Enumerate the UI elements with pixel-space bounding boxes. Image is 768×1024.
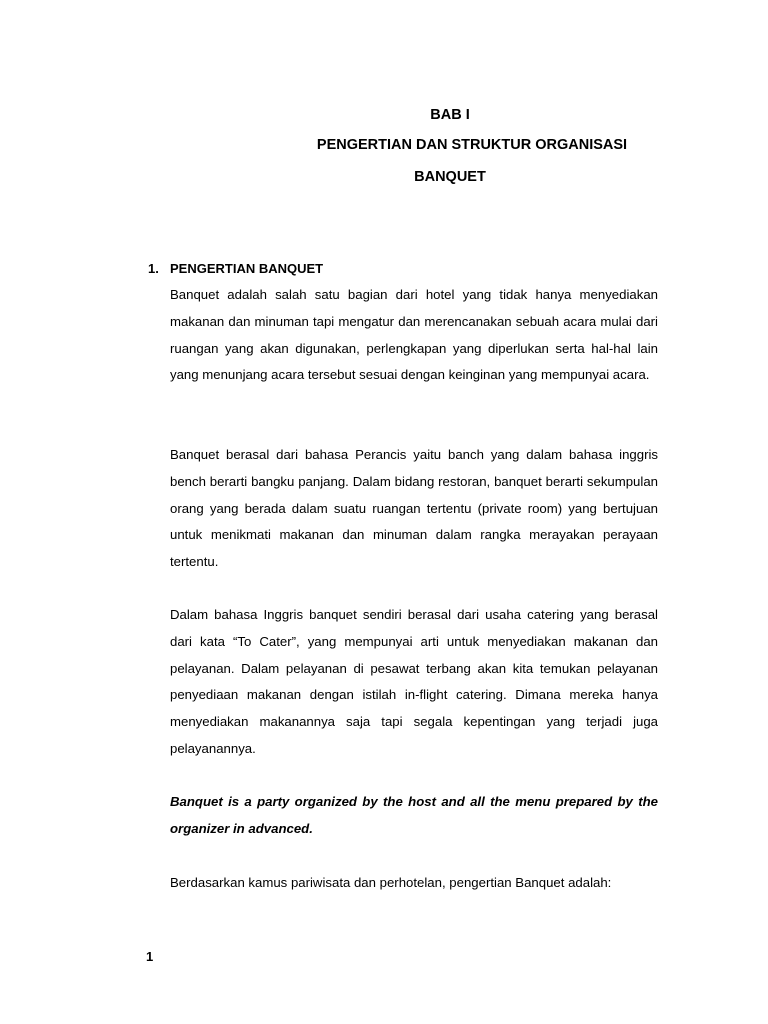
paragraph-dictionary: Berdasarkan kamus pariwisata dan perhotelan, pengertian Banquet adalah:: [170, 875, 612, 890]
page-number: 1: [146, 949, 154, 964]
section-title: PENGERTIAN BANQUET: [170, 261, 324, 276]
paragraph-etymology: Banquet berasal dari bahasa Perancis yaitu banch yang dalam bahasa inggris bench berarti bangku panjang. Dalam bidang restoran, banquet berarti sekumpulan orang yang berada dalam suatu ruangan tertentu (private room) yang bertujuan untuk menikmati makanan dan minuman dalam rangka merayakan perayaan tertentu.: [170, 447, 658, 570]
paragraph-definition: Banquet adalah salah satu bagian dari hotel yang tidak hanya menyediakan makanan dan minuman tapi mengatur dan merencanakan sebuah acara mulai dari ruangan yang akan digunakan, perlengkapan yang diperlukan serta hal-hal lain yang menunjang acara tersebut sesuai dengan keinginan yang mempunyai acara.: [170, 287, 658, 383]
paragraph-english-definition: Banquet is a party organized by the host and all the menu prepared by the organizer in advanced.: [170, 794, 658, 836]
chapter-title: PENGERTIAN DAN STRUKTUR ORGANISASI: [316, 137, 628, 153]
section-heading: [148, 260, 323, 278]
paragraph-catering: Dalam bahasa Inggris banquet sendiri berasal dari usaha catering yang berasal dari kata “To Cater”, yang mempunyai arti untuk menyediakan makanan dan pelayanan. Dalam pelayanan di pesawat terbang akan kita temukan pelayanan penyediaan makanan dengan istilah in-flight catering. Dimana mereka hanya menyediakan makanannya saja tapi segala kepentingan yang terjadi juga pelayanannya.: [170, 607, 658, 756]
chapter-subtitle: BANQUET: [414, 169, 486, 185]
section-number: 1.: [148, 261, 159, 276]
chapter-label: BAB I: [430, 107, 470, 123]
